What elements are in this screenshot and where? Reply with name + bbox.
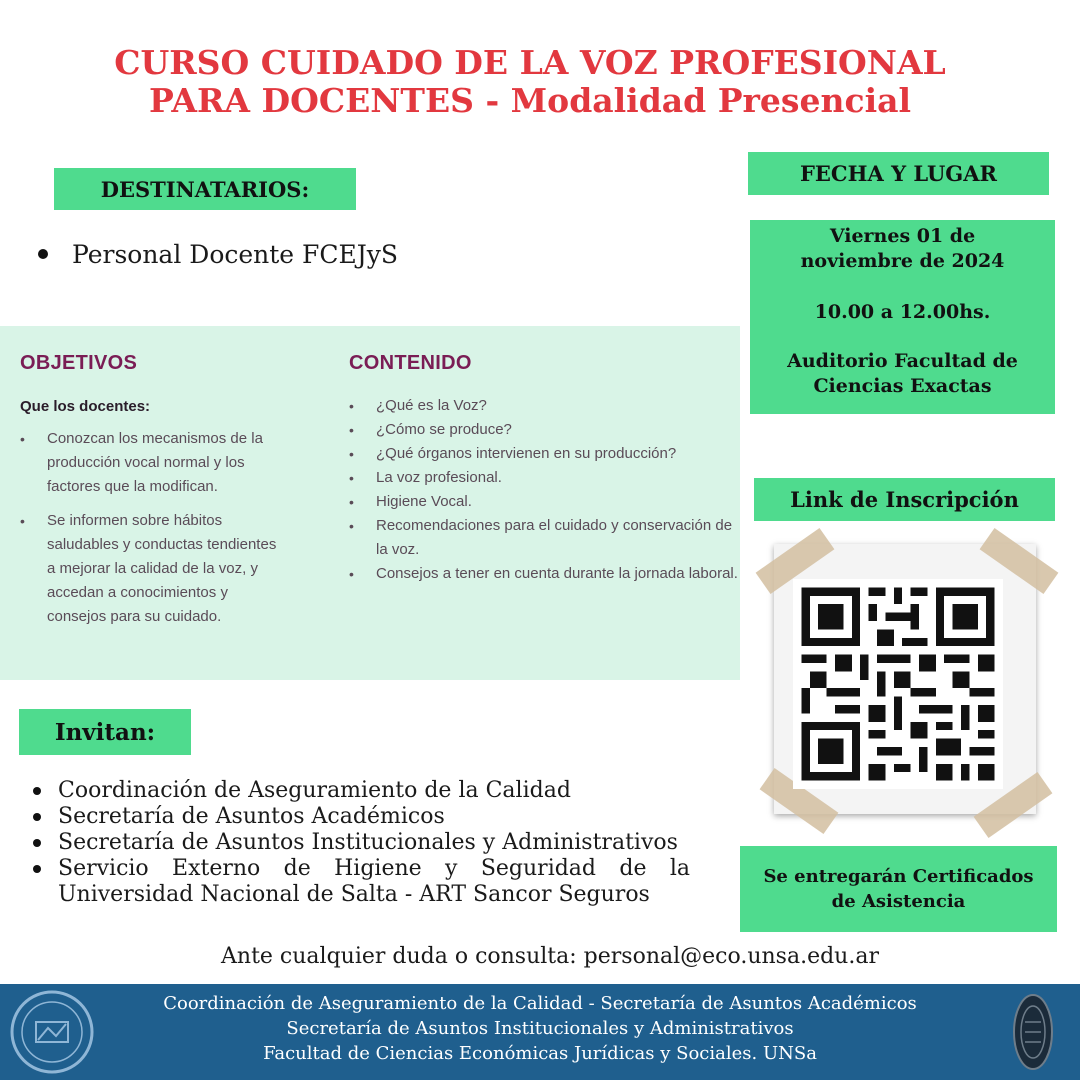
qr-card[interactable] xyxy=(766,536,1044,826)
objetivo-item: • Se informen sobre hábitos saludables y conductas tendientes a mejorar la calidad de la voz, y accedan a conocimientos y consejos para su cuidado. xyxy=(20,509,278,629)
destinatarios-list xyxy=(38,240,398,269)
page-title xyxy=(60,44,1000,120)
certificados-box xyxy=(740,846,1057,932)
fecha-date-line-1: Viernes 01 de xyxy=(829,225,976,247)
contenido-item: • Higiene Vocal. xyxy=(349,490,739,514)
invitan-item: Coordinación de Aseguramiento de la Calidad xyxy=(30,778,690,804)
destinatarios-label: DESTINATARIOS: xyxy=(54,168,356,210)
invitan-list xyxy=(30,778,690,908)
contenido-item: • ¿Qué es la Voz? xyxy=(349,394,739,418)
link-inscripcion-label: Link de Inscripción xyxy=(754,478,1055,521)
objetivos-title: OBJETIVOS xyxy=(20,352,138,374)
fecha-date-line-2: noviembre de 2024 xyxy=(800,250,1005,272)
fcejys-seal-icon xyxy=(8,988,96,1076)
contenido-item: • Recomendaciones para el cuidado y conservación de la voz. xyxy=(349,514,739,562)
fecha-place-line-2: Ciencias Exactas xyxy=(813,375,992,397)
contenido-list xyxy=(349,394,739,586)
contenido-item: • ¿Qué órganos intervienen en su producción? xyxy=(349,442,739,466)
objetivo-item: • Conozcan los mecanismos de la producción vocal normal y los factores que la modifican. xyxy=(20,427,278,499)
invitan-item: Servicio Externo de Higiene y Seguridad de la Universidad Nacional de Salta - ART Sancor Seguros xyxy=(30,856,690,908)
contenido-item: • ¿Cómo se produce? xyxy=(349,418,739,442)
objetivos-contenido-panel xyxy=(0,326,740,680)
qr-code-icon[interactable] xyxy=(793,579,1003,789)
invitan-item: Secretaría de Asuntos Académicos xyxy=(30,804,690,830)
contenido-title: CONTENIDO xyxy=(349,352,472,374)
consulta-text: Ante cualquier duda o consulta: personal@eco.unsa.edu.ar xyxy=(221,944,879,969)
fecha-lugar-box xyxy=(750,220,1055,414)
destinatario-item: Personal Docente FCEJyS xyxy=(72,240,399,269)
objetivos-subtitle: Que los docentes: xyxy=(20,398,151,415)
footer xyxy=(0,984,1080,1080)
certificados-line-2: de Asistencia xyxy=(831,891,966,912)
invitan-label: Invitan: xyxy=(19,709,191,755)
objetivos-list xyxy=(20,427,278,639)
title-line-2: PARA DOCENTES - Modalidad Presencial xyxy=(148,81,912,120)
invitan-item: Secretaría de Asuntos Institucionales y Administrativos xyxy=(30,830,690,856)
fecha-time: 10.00 a 12.00hs. xyxy=(814,301,991,323)
title-line-1: CURSO CUIDADO DE LA VOZ PROFESIONAL xyxy=(114,43,946,82)
footer-text xyxy=(100,991,980,1066)
contenido-item: • La voz profesional. xyxy=(349,466,739,490)
fecha-lugar-label: FECHA Y LUGAR xyxy=(748,152,1049,195)
bullet-icon xyxy=(38,249,48,259)
certificados-line-1: Se entregarán Certificados xyxy=(763,866,1034,887)
footer-line-2: Secretaría de Asuntos Institucionales y Administrativos xyxy=(286,1018,794,1039)
unsa-seal-icon xyxy=(1012,992,1054,1072)
fecha-place-line-1: Auditorio Facultad de xyxy=(787,350,1018,372)
contenido-item: • Consejos a tener en cuenta durante la jornada laboral. xyxy=(349,562,739,586)
footer-line-3: Facultad de Ciencias Económicas Jurídicas y Sociales. UNSa xyxy=(263,1043,817,1064)
footer-line-1: Coordinación de Aseguramiento de la Calidad - Secretaría de Asuntos Académicos xyxy=(163,993,917,1014)
